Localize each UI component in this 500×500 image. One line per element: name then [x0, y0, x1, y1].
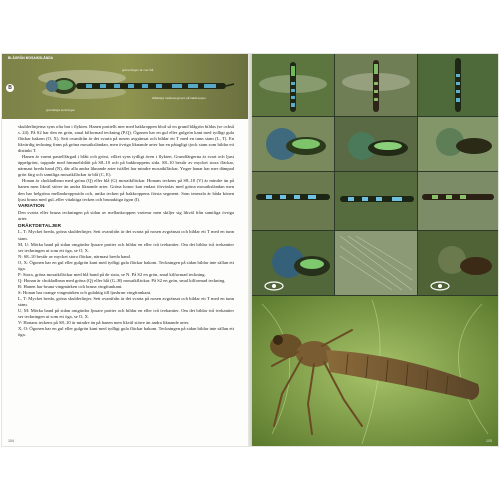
variation-heading: VARIATION [18, 204, 45, 210]
detail-item: Q: Honan är chokladbrun med gröna (Q) eller blå (G–H) mosaikfläckar. På S2 en grön, smal kilformad teckning. [18, 277, 226, 283]
variation-text: Den svarta eller bruna teckningen på sidan av mellankroppen varierar men skiljer sig likväl från samtliga övriga arter. [18, 210, 234, 222]
detail-item: R: Hanen har bruna vingmärken och bruna vingfrankant. [18, 283, 123, 289]
detail-item: V: Honans teckens på S8–10 är mindre än på hanen men likväl större än andra liknande arter. [18, 320, 190, 326]
detail-item: N: S8–10 består av mycket stora fläckar, närmast breda band. [18, 253, 131, 259]
detail-item: L, T: Mycket breda, gröna skulderlinjer. Sett ovanifrån är det svarta på nosen avgränsat och bildar ett T med en tunn stam. [18, 229, 234, 241]
detail-item: L, T: Mycket breda, gröna skulderlinjer. Sett ovanifrån är det svarta på nosen avgränsat och bildar ett T med en tunn stam. [18, 296, 234, 308]
page-number-right: 105 [486, 439, 492, 443]
detail-item: U, M: Mörka band på sidan omgärdar ljusare partier och bildar en eller två tvekantier. Om det bildar två tvekantier ser teckningen ut som ett öga, se O, X. [18, 308, 234, 320]
photo-label-3: grönaktiga teckningar [46, 108, 75, 112]
detail-item: S: Honan har orange vingmärken och gulaktig till ljusbrun vingfrankant. [18, 289, 152, 295]
right-page [252, 54, 498, 446]
photo-badge: B [6, 84, 14, 92]
detail-item: O, X: Ögonen har en gul eller gulgrön kant med tydligt gula fläckar bakom. Teckningen på sidan bildar inte sällan ett öga. [18, 259, 234, 271]
body-text [18, 124, 234, 338]
dragonfly-illustration [2, 54, 248, 119]
paragraph: Hanen är varmt pastellfärgad i blått och grönt, vilket syns tydligt även i flykten. Grundfärgerna är svart och ljust äppelgrönt, toppade med himmelsblått på S8–10 och på bakkroppens sida. S8–10 består av mycket stora fläckar, närmast breda band (N), där alla andra liknande arter istället har mindre mosaikfläckar. Yngre hanar har mer dämpad grön färg och samtliga mosaikfläckar är blå (C, E). [18, 154, 234, 178]
detail-item: M, U: Mörka band på sidan omgärdar ljusare partier och bildar en eller två tvekantier. Om det bildar två tvekantier ser teckningen ut som ett öga, se O, X. [18, 241, 234, 253]
photo-cell [418, 172, 498, 230]
paragraph: Honan är chokladbrun med gröna (Q) eller blå (G) mosaikfläckar. Honans teckens på S8–10 (V) är mindre än på hanen men likväl större än andra liknande arter. Gröna honor kan endast förväxlas med gröna mosaiksländan men den har helgröna mellankroppssida och, unika tecken på bakkroppens första segment. Som tenerala är båda könen ljust bruna med gul–eller vitaktiga tecken och brunaktiga ögon (I). [18, 178, 234, 202]
detail-item: X, O: Ögonen har en gul eller gulgrön kant med tydligt gula fläckar bakom. Teckningen på sidan bildar inte sällan ett öga. [18, 326, 234, 338]
left-page [2, 54, 248, 446]
photo-grid [252, 54, 498, 446]
photo-label-1: gröna färgen är mer blå [122, 68, 154, 72]
page-number-left: 104 [8, 439, 14, 443]
details-heading: DRÄKTDETALJER [18, 223, 62, 229]
book-spread [2, 54, 498, 446]
photo-label-2: blåaktiga mellansegment på bakkroppen [152, 96, 206, 100]
detail-item: P: Stora, gröna mosaikfläckar med blå band på de sista, se N. På S2 en grön, smal kilformad teckning. [18, 271, 206, 277]
photo-cell [252, 172, 334, 230]
paragraph: skulderlinjerna syns ofta bra i flykten. Hanen partiellt mer med bakkroppen blod så en grund blågrön bildas (se också s. 24). På S2 har den en grön, smal kilformad teckning (P,Q). Ögonen har en gul eller gulgrön kant med tydligt gula fläckar bakom (O, X). Sett ovanifrån är det svarta på nosen avgränsat och bildar ett T med en tunn stam (L, T). En likvärdig teckning finns på gröna mosaiksländan, men övriga liknande arter har en påtagligt tjock stam som bildar ett distinkt T. [18, 124, 234, 154]
dragonfly-top-photo [2, 54, 248, 119]
photo-title: BLÅGRÖN MOSAIKSLÄNDA [8, 56, 54, 60]
